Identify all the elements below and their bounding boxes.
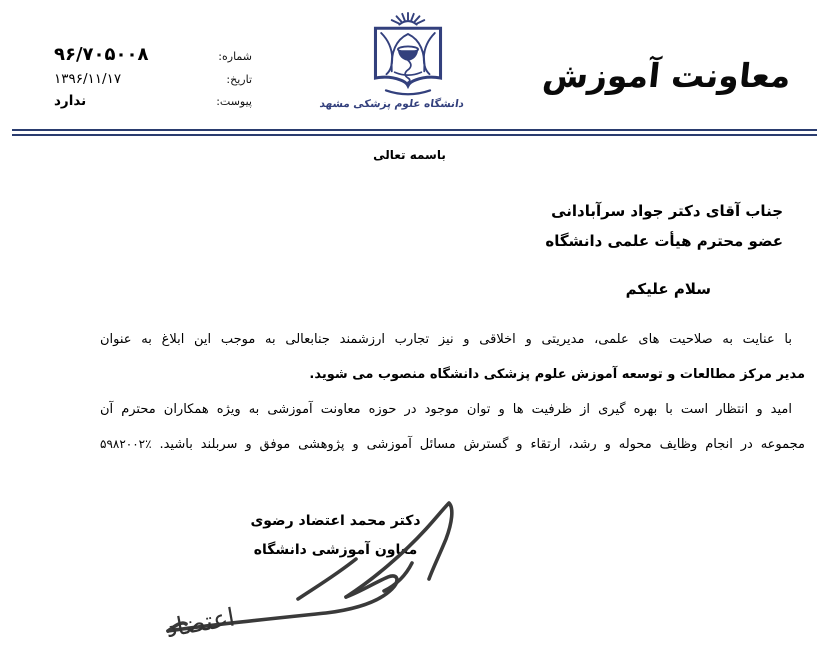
signature-block bbox=[238, 507, 433, 565]
meta-row-attachment bbox=[52, 93, 252, 109]
number-label: شماره: bbox=[218, 50, 252, 63]
meta-row-number bbox=[52, 44, 252, 65]
meta-row-date bbox=[52, 71, 252, 87]
number-value: ۹۶/۷۰۵۰۰۸ bbox=[54, 44, 149, 65]
date-label: تاریخ: bbox=[226, 73, 252, 86]
header-separator-rule bbox=[12, 129, 817, 136]
university-logo bbox=[318, 12, 465, 110]
signer-name: دکتر محمد اعتضاد رضوی bbox=[250, 513, 421, 529]
body-line-1: با عنایت به صلاحیت های علمی، مدیریتی و اخلاقی و نیز تجارب ارزشمند جنابعالی به موجب این ابلاغ به عنوان bbox=[100, 332, 792, 347]
tracking-code: ۵۹۸۲۰۰۲٪ bbox=[100, 437, 152, 451]
attachment-value: ندارد bbox=[54, 93, 87, 109]
body-line-4 bbox=[100, 427, 805, 462]
body-line-4-text: مجموعه در انجام وظایف محوله و رشد، ارتقاء و گسترش مسائل آموزشی و پژوهشی موفق و سربلند باشید. bbox=[159, 437, 806, 452]
attachment-label: پیوست: bbox=[216, 95, 252, 108]
university-emblem-icon bbox=[360, 12, 456, 100]
salutation-text: سلام علیکم bbox=[625, 280, 711, 298]
recipient-title: عضو محترم هیأت علمی دانشگاه bbox=[545, 232, 783, 250]
letter-meta bbox=[52, 44, 252, 115]
handwritten-name-scribble: اعتضاد bbox=[163, 602, 238, 644]
signer-title: معاون آموزشی دانشگاه bbox=[253, 542, 418, 558]
recipient-name: جناب آقای دکتر جواد سرآبادانی bbox=[551, 202, 783, 220]
body-line-2-appointment: مدیر مرکز مطالعات و توسعه آموزش علوم پزشکی دانشگاه منصوب می شوید. bbox=[309, 367, 805, 382]
body-line-3: امید و انتظار است با بهره گیری از ظرفیت ها و توان موجود در حوزه معاونت آموزشی به ویژه همکاران محترم آن bbox=[100, 402, 792, 417]
bismillah-text: باسمه تعالی bbox=[373, 148, 446, 162]
university-name-caption: دانشگاه علوم پزشکی مشهد bbox=[318, 98, 465, 110]
department-title: معاونت آموزش bbox=[541, 56, 794, 95]
date-value: ۱۳۹۶/۱۱/۱۷ bbox=[54, 71, 122, 87]
letter-body bbox=[100, 322, 805, 462]
recipient-block bbox=[545, 196, 783, 256]
